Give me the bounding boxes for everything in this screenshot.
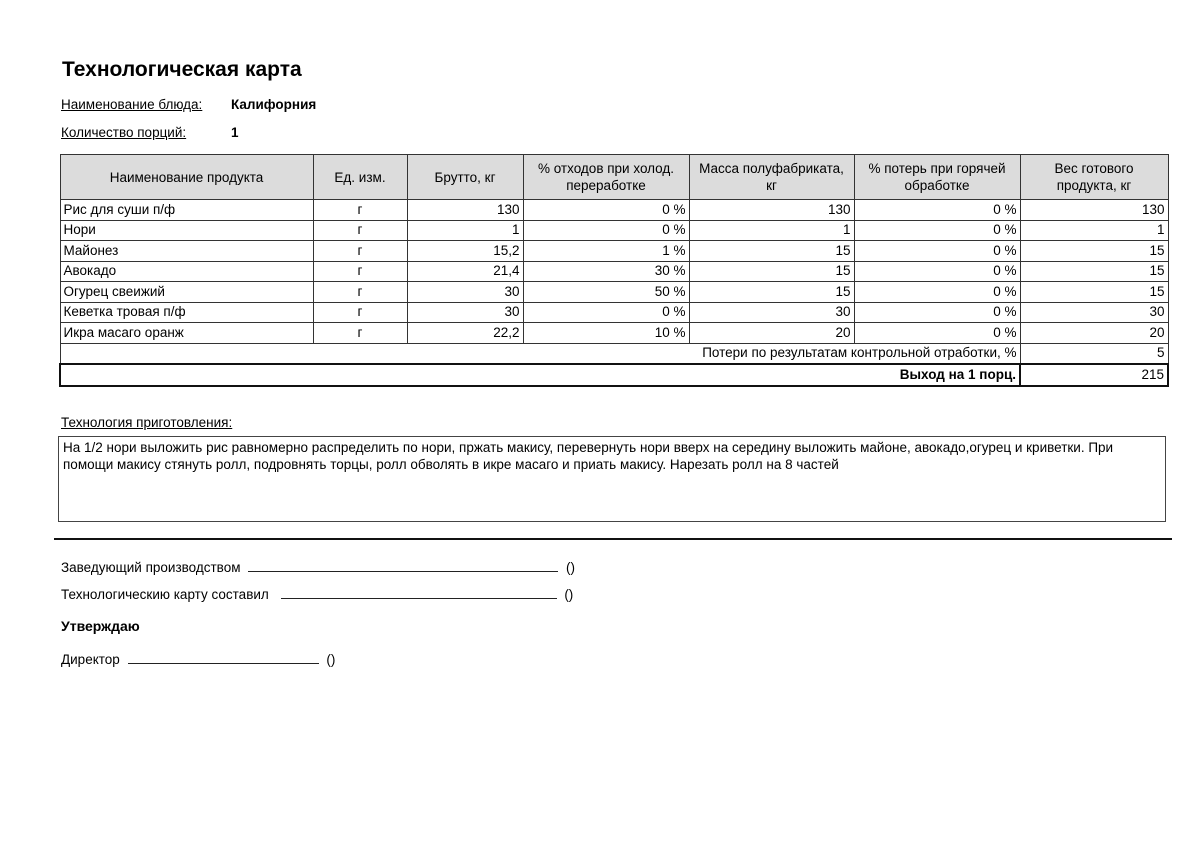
signature-line (248, 559, 558, 572)
table-row (60, 241, 1168, 262)
column-header-unit: Ед. изм. (313, 155, 407, 200)
production-head-name: () (566, 560, 576, 575)
table-row (60, 323, 1168, 344)
portions-label: Количество порций: (61, 125, 187, 140)
cell-gross: 15,2 (407, 241, 523, 262)
column-header-semi-mass: Масса полуфабриката, кг (689, 155, 854, 200)
yield-row (60, 364, 1168, 386)
cell-cold-waste: 10 % (523, 323, 689, 344)
yield-label: Выход на 1 порц. (60, 364, 1020, 386)
loss-row (60, 343, 1168, 364)
table-row (60, 220, 1168, 241)
cell-final-weight: 15 (1020, 261, 1168, 282)
cell-unit: г (313, 323, 407, 344)
column-header-hot-loss: % потерь при горячей обработке (854, 155, 1020, 200)
signature-line (128, 651, 319, 664)
director-label: Директор (61, 652, 120, 667)
table-header-row (60, 155, 1168, 200)
cell-hot-loss: 0 % (854, 302, 1020, 323)
cell-product: Рис для суши п/ф (60, 200, 313, 221)
cell-semi-mass: 30 (689, 302, 854, 323)
cell-cold-waste: 1 % (523, 241, 689, 262)
cell-unit: г (313, 241, 407, 262)
cell-final-weight: 15 (1020, 241, 1168, 262)
table-row (60, 282, 1168, 303)
cell-semi-mass: 130 (689, 200, 854, 221)
cell-hot-loss: 0 % (854, 261, 1020, 282)
cell-cold-waste: 30 % (523, 261, 689, 282)
dish-name-row (61, 97, 317, 112)
compiler-signature (61, 586, 573, 602)
cell-gross: 1 (407, 220, 523, 241)
cell-semi-mass: 15 (689, 261, 854, 282)
table-row (60, 261, 1168, 282)
loss-label: Потери по результатам контрольной отработки, % (60, 343, 1020, 364)
cell-gross: 22,2 (407, 323, 523, 344)
cell-final-weight: 1 (1020, 220, 1168, 241)
cell-product: Огурец свеижий (60, 282, 313, 303)
cell-cold-waste: 50 % (523, 282, 689, 303)
approve-heading: Утверждаю (61, 618, 140, 634)
page-title: Технологическая карта (62, 58, 302, 81)
cell-unit: г (313, 200, 407, 221)
cell-hot-loss: 0 % (854, 220, 1020, 241)
cell-gross: 30 (407, 282, 523, 303)
cell-semi-mass: 1 (689, 220, 854, 241)
technology-text: На 1/2 нори выложить рис равномерно распределить по нори, пржать макису, перевернуть нори вверх на середину выложить майоне, авокадо,огурец и криветки. При помощи макису стянуть ролл, подровнять торцы, ролл обволять в икре масаго и приать макису. Нарезать ролл на 8 частей (58, 436, 1166, 522)
yield-value: 215 (1020, 364, 1168, 386)
cell-hot-loss: 0 % (854, 200, 1020, 221)
cell-cold-waste: 0 % (523, 200, 689, 221)
director-signature (61, 651, 335, 667)
portions-row (61, 125, 239, 140)
column-header-cold-waste: % отходов при холод. переработке (523, 155, 689, 200)
cell-product: Нори (60, 220, 313, 241)
cell-final-weight: 20 (1020, 323, 1168, 344)
cell-semi-mass: 15 (689, 241, 854, 262)
compiler-label: Технологическию карту составил (61, 587, 269, 602)
table-row (60, 302, 1168, 323)
cell-unit: г (313, 220, 407, 241)
cell-gross: 30 (407, 302, 523, 323)
cell-gross: 21,4 (407, 261, 523, 282)
cell-unit: г (313, 261, 407, 282)
column-header-gross: Брутто, кг (407, 155, 523, 200)
production-head-label: Заведующий производством (61, 560, 241, 575)
director-name: () (326, 652, 336, 667)
loss-value: 5 (1020, 343, 1168, 364)
portions-value: 1 (231, 125, 239, 140)
cell-final-weight: 30 (1020, 302, 1168, 323)
section-divider (54, 538, 1172, 540)
cell-unit: г (313, 302, 407, 323)
column-header-final-weight: Вес готового продукта, кг (1020, 155, 1168, 200)
ingredients-table (59, 154, 1169, 387)
signature-line (281, 586, 557, 599)
dish-name-label: Наименование блюда: (61, 97, 203, 112)
column-header-product: Наименование продукта (60, 155, 313, 200)
dish-name-value: Калифорния (231, 97, 317, 112)
compiler-name: () (564, 587, 574, 602)
cell-hot-loss: 0 % (854, 323, 1020, 344)
cell-product: Кеветка тровая п/ф (60, 302, 313, 323)
cell-final-weight: 15 (1020, 282, 1168, 303)
cell-product: Майонез (60, 241, 313, 262)
cell-product: Авокадо (60, 261, 313, 282)
cell-cold-waste: 0 % (523, 302, 689, 323)
cell-semi-mass: 15 (689, 282, 854, 303)
cell-cold-waste: 0 % (523, 220, 689, 241)
cell-product: Икра масаго оранж (60, 323, 313, 344)
table-row (60, 200, 1168, 221)
cell-semi-mass: 20 (689, 323, 854, 344)
cell-unit: г (313, 282, 407, 303)
cell-hot-loss: 0 % (854, 282, 1020, 303)
cell-hot-loss: 0 % (854, 241, 1020, 262)
production-head-signature (61, 559, 575, 575)
cell-final-weight: 130 (1020, 200, 1168, 221)
cell-gross: 130 (407, 200, 523, 221)
technology-label: Технология приготовления: (61, 415, 233, 430)
